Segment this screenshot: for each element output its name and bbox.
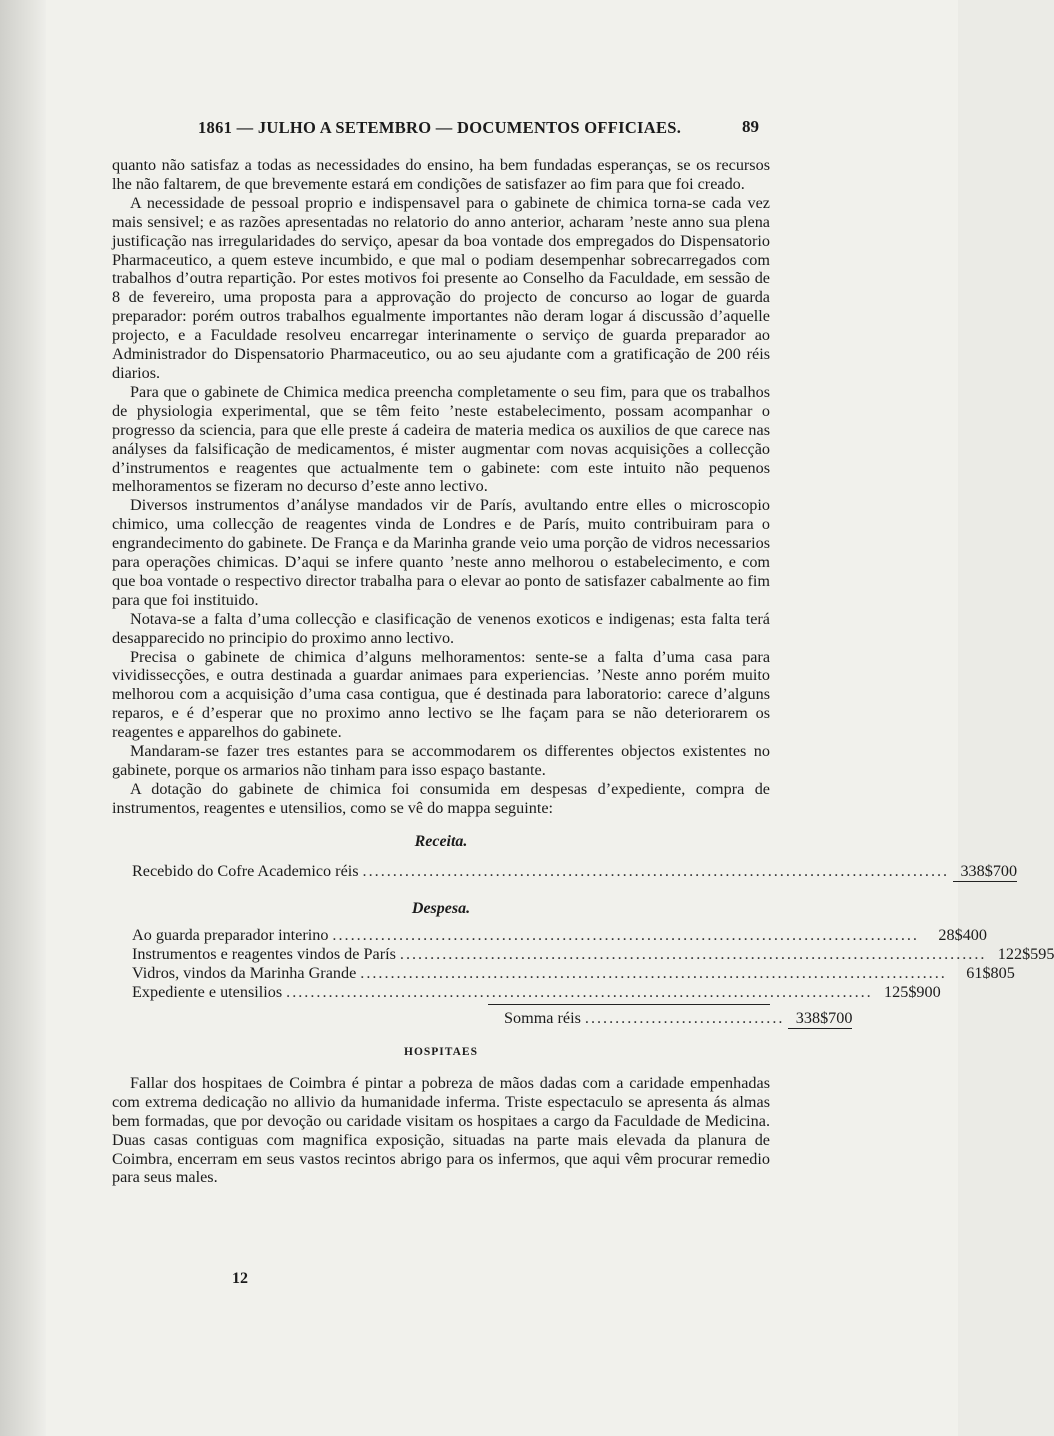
hospitaes-heading: HOSPITAES	[404, 1045, 478, 1058]
paragraph: Diversos instrumentos d’anályse mandados vir de París, avultando entre elles o microscopio chimico, uma collecção de reagentes vinda de Londres e de París, muito contribuiram para o engrandecimento do gabinete. De França e da Marinha grande veio uma porção de vidros necessarios para operações chimicas. D’aqui se infere quanto ’neste anno melhorou o estabelecimento, e com que boa vontade o respectivo director trabalha para o elevar ao ponto de satisfazer cabalmente ao fim para que foi instituido.	[112, 496, 770, 609]
paragraph: A necessidade de pessoal proprio e indispensavel para o gabinete de chimica torna-se cada vez mais sensivel; e as razões apresentadas no relatorio do anno anterior, acharam ’neste anno sua plena justificação nas irregularidades do serviço, apesar da boa vontade dos empregados do Dispensatorio Pharmaceutico, a quem esteve incumbido, e que mal o podiam desempenhar sobrecarregados com trabalhos d’outra repartição. Por estes motivos foi presente ao Conselho da Faculdade, em sessão de 8 de fevereiro, uma proposta para a approvação do projecto de concurso ao logar de guarda preparador: porém outros trabalhos egualmente importantes não deram logar á discussão d’aquelle projecto, e a Faculdade resolveu encarregar interinamente o serviço de guarda preparador ao Administrador do Dispensatorio Pharmaceutico, ou ao seu ajudante com a gratificação de 200 réis diarios.	[112, 193, 770, 382]
despesa-row	[112, 945, 1054, 964]
paragraph: Fallar dos hospitaes de Coimbra é pintar a pobreza de mãos dadas com a caridade empenhadas com extrema dedicação no allivio da humanidade inferma. Triste espectaculo se apresenta ás almas bem formadas, que por devoção ou caridade visitam os hospitaes a cargo da Faculdade de Medicina. Duas casas contiguas com magnifica exposição, situadas na parte mais elevada da planura de Coimbra, encerram em seus vastos recintos abrigo para os infermos, que aqui vêm procurar remedio para seus males.	[112, 1073, 770, 1187]
despesa-row	[112, 964, 1015, 983]
despesa-amount: 61$805	[966, 964, 1015, 983]
body-text	[112, 156, 1054, 1187]
despesa-amount: 125$900	[884, 983, 941, 1002]
despesa-total-amount: 338$700	[788, 1009, 852, 1029]
paragraph: Mandaram-se fazer tres estantes para se accommodarem os differentes objectos existentes no gabinete, porque os armarios não tinham para isso espaço bastante.	[112, 742, 770, 779]
paragraph: Precisa o gabinete de chimica d’alguns melhoramentos: sente-se a falta d’uma casa para vividissecções, e outra destinada a guardar animaes para experiencias. ’Neste anno porém muito melhorou com a acquisição d’uma casa contigua, que é destinada para laboratorio: carece d’alguns reparos, e é d’esperar que no proximo anno lectivo se lhe façam para se não deteriorarem os reagentes e apparelhos do gabinete.	[112, 647, 770, 742]
despesa-total-row	[112, 1009, 853, 1029]
despesa-label: Vidros, vindos da Marinha Grande	[132, 964, 357, 983]
despesa-label: Ao guarda preparador interino	[132, 926, 329, 945]
running-title: 1861 — JULHO A SETEMBRO — DOCUMENTOS OFFICIAES.	[198, 118, 682, 137]
paragraph: A dotação do gabinete de chimica foi consumida em despesas d’expediente, compra de instrumentos, reagentes e utensilios, como se vê do mappa seguinte:	[112, 779, 770, 817]
leader-dots: .................................................................................................	[332, 926, 919, 945]
page-number: 89	[742, 117, 759, 136]
receita-label: Recebido do Cofre Academico réis	[132, 861, 359, 880]
leader-dots: .................................................................................................	[399, 945, 987, 964]
despesa-label: Instrumentos e reagentes vindos de París	[132, 945, 396, 964]
sum-rule	[488, 1004, 770, 1005]
binding-edge	[0, 0, 46, 1436]
paragraph: Notava-se a falta d’uma collecção e clasificação de venenos exoticos e indigenas; esta falta terá desapparecido no principio do proximo anno lectivo.	[112, 609, 770, 647]
receita-amount: 338$700	[953, 862, 1017, 882]
despesa-row	[112, 983, 941, 1002]
despesa-amount: 28$400	[938, 926, 987, 945]
despesa-heading: Despesa.	[411, 899, 471, 917]
leader-dots: .................................	[584, 1009, 785, 1028]
signature-mark: 12	[232, 1270, 248, 1287]
leader-dots: .................................................................................................	[362, 861, 950, 880]
receita-heading: Receita.	[414, 832, 468, 850]
despesa-total-label: Somma réis	[504, 1009, 581, 1028]
despesa-label: Expediente e utensilios	[132, 983, 283, 1002]
leader-dots: .................................................................................................	[286, 983, 873, 1002]
despesa-row	[112, 926, 987, 945]
paragraph: quanto não satisfaz a todas as necessidades do ensino, ha bem fundadas esperanças, se os recursos lhe não faltarem, de que brevemente estará em condições de satisfazer ao fim para que foi creado.	[112, 156, 770, 193]
receita-row	[112, 861, 1018, 882]
paragraph: Para que o gabinete de Chimica medica preencha completamente o seu fim, para que os trabalhos de physiologia experimental, que se têm feito ’neste estabelecimento, possam acompanhar o progresso da sciencia, para que elle preste á cadeira de materia medica os auxilios de que carece nas anályses da falsificação de medicamentos, é mister augmentar com novas acquisições a collecção d’instrumentos e reagentes que actualmente tem o gabinete: com este intuito não pequenos melhoramentos se fizeram no decurso d’este anno lectivo.	[112, 382, 770, 496]
leader-dots: .................................................................................................	[360, 964, 947, 983]
despesa-amount: 122$595	[997, 945, 1054, 964]
